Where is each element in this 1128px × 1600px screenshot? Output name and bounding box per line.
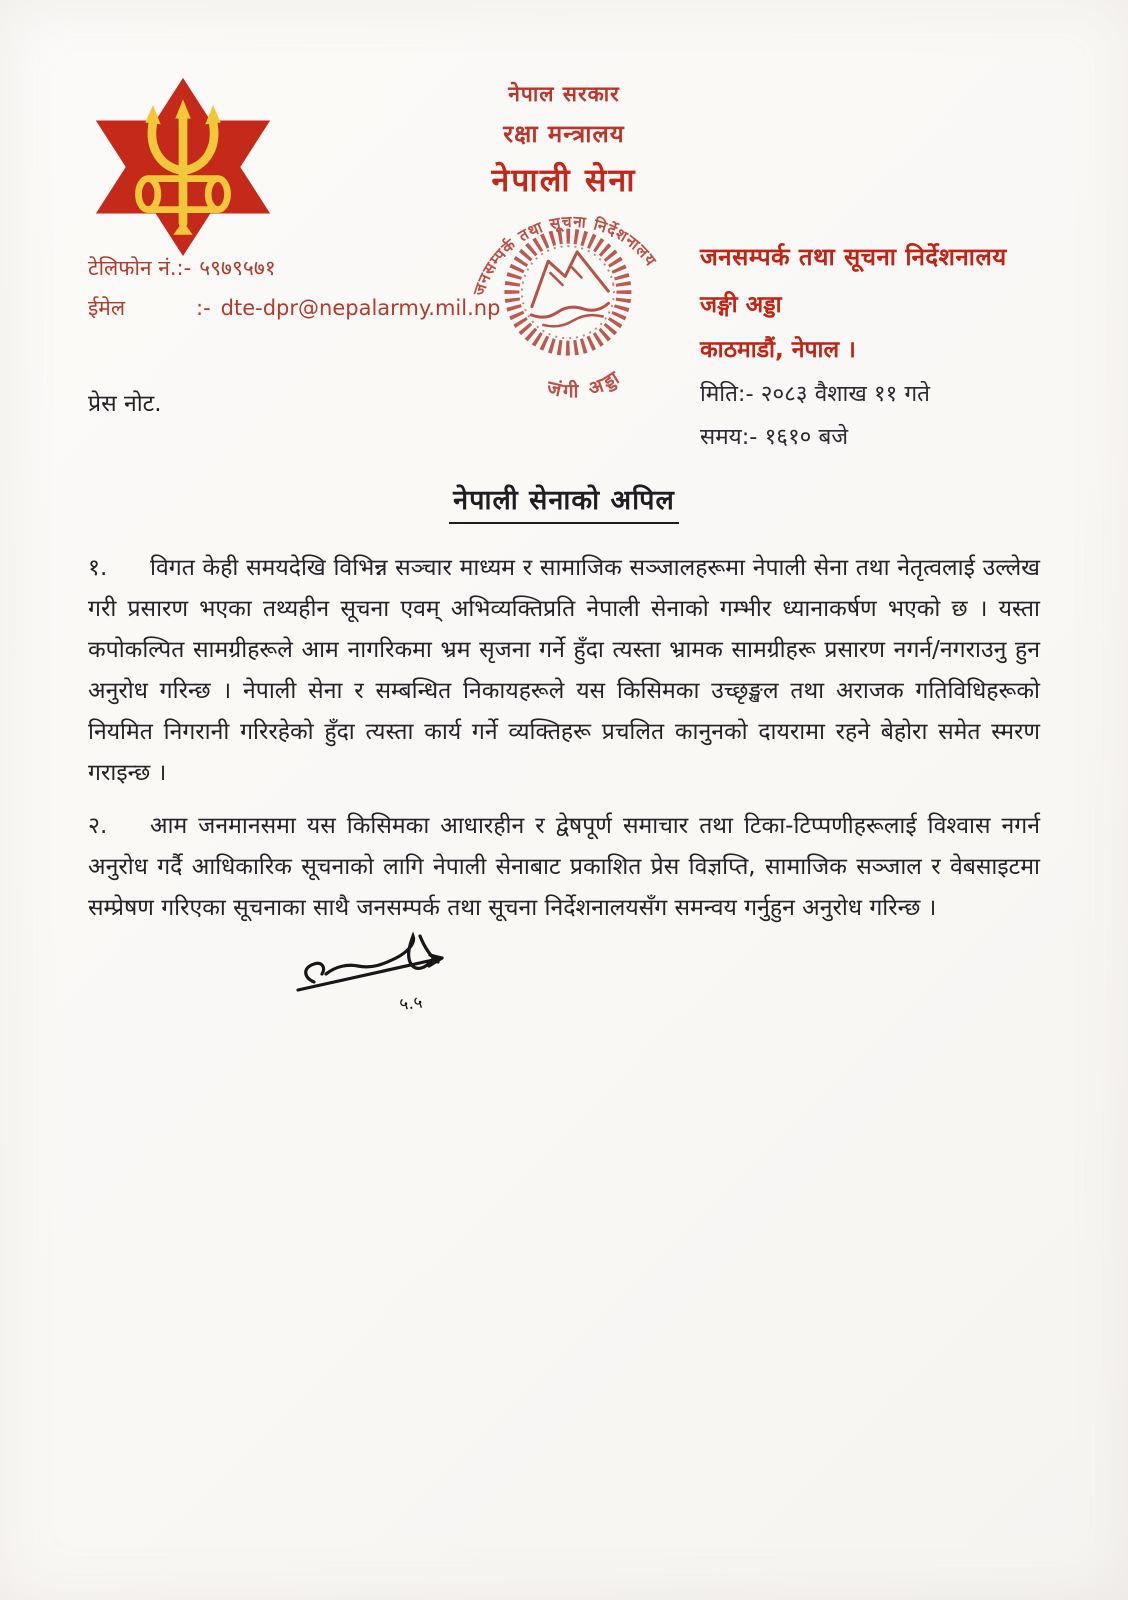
email-address: dte-dpr@nepalarmy.mil.np [220,296,501,320]
signature-mark: ५.५ [398,992,424,1015]
directorate-name: जनसम्पर्क तथा सूचना निर्देशनालय [700,243,1007,271]
email-label: ईमेल [88,296,126,320]
telephone-row [88,248,500,288]
paragraph-2-number: २. [88,813,108,839]
government-name: नेपाल सरकार [508,82,620,106]
issuing-office-block [700,240,1007,451]
location: काठमाडौं, नेपाल । [700,337,856,363]
page-title: नेपाली सेनाको अपिल [449,480,679,524]
title-row [0,480,1128,524]
ministry-name: रक्षा मन्त्रालय [503,120,625,148]
paragraph-1-text: विगत केही समयदेखि विभिन्न सञ्चार माध्यम र सामाजिक सञ्जालहरूमा नेपाली सेना तथा नेतृत्वलाई उल्लेख गरी प्रसारण भएका तथ्यहीन सूचना एवम् अभिव्यक्तिप्रति नेपाली सेनाको गम्भीर ध्यानाकर्षण भएको छ । यस्ता कपोकल्पित सामग्रीहरूले आम नागरिकमा भ्रम सृजना गर्ने हुँदा त्यस्ता भ्रामक सामग्रीहरू प्रसारण नगर्न/नगराउनु हुन अनुरोध गरिन्छ । नेपाली सेना र सम्बन्धित निकायहरूले यस किसिमका उच्छृङ्खल तथा अराजक गतिविधिहरूको नियमित निगरानी गरिरहेको हुँदा त्यस्ता कार्य गर्ने व्यक्तिहरू प्रचलित कानुनको दायरामा रहने बेहोरा समेत स्मरण गराइन्छ । [88,555,1040,786]
date-line: मिति:- २०८३ वैशाख ११ गते [700,381,930,407]
contact-block [88,248,500,328]
paragraph-1-number: १. [88,555,108,581]
stamp-bottom-text: जंगी अड्डा [544,365,626,403]
paragraph-2-text: आम जनमानसमा यस किसिमका आधारहीन र द्वेषपूर्ण समाचार तथा टिका-टिप्पणीहरूलाई विश्वास नगर्न अनुरोध गर्दै आधिकारिक सूचनाको लागि नेपाली सेनाबाट प्रकाशित प्रेस विज्ञप्ति, सामाजिक सञ्जाल र वेबसाइटमा सम्प्रेषण गरिएका सूचनाका साथै जनसम्पर्क तथा सूचना निर्देशनालयसँग समन्वय गर्नुहुन अनुरोध गरिन्छ । [88,813,1040,921]
paragraph-2 [88,806,1040,929]
svg-text:जंगी अड्डा [540,364,627,409]
press-note-label: प्रेस नोट. [88,391,162,417]
stamp-top-text: जनसम्पर्क तथा सूचना निर्देशनालय [469,212,661,298]
email-separator: :- [196,296,211,320]
email-row [88,288,500,328]
letterhead [0,80,1128,201]
office-seal-stamp-icon [455,196,685,410]
telephone-number: ५९७९५७१ [199,256,276,280]
paragraph-1 [88,548,1040,794]
time-line: समय:- १६१० बजे [700,424,849,450]
svg-text:जनसम्पर्क तथा सूचना निर्देशनाल [459,198,662,302]
telephone-label: टेलिफोन नं.:- [88,256,192,280]
army-name: नेपाली सेना [491,161,637,199]
handwritten-signature [292,930,477,1030]
army-headquarters: जङ्गी अड्डा [700,292,782,318]
